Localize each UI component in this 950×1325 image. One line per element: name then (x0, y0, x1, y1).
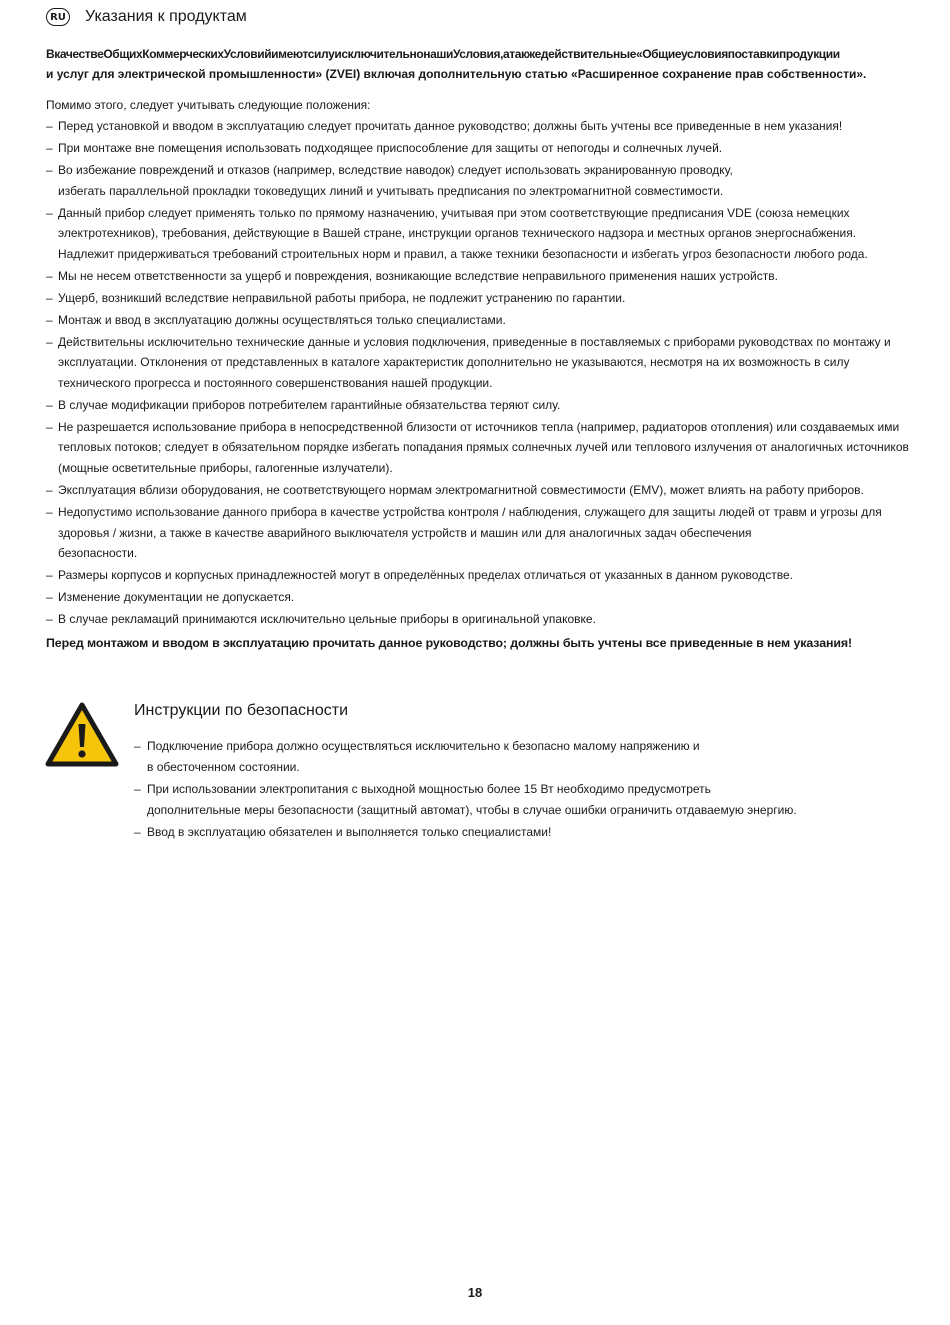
list-item-text: Подключение прибора должно осуществляться исключительно к безопасно малому напряжению и (147, 739, 700, 753)
list-dash: – (46, 590, 53, 605)
list-item-text: При использовании электропитания с выходной мощностью более 15 Вт необходимо предусмотреть (147, 781, 711, 796)
list-dash: – (46, 612, 53, 627)
safety-item (134, 822, 894, 843)
page-title: Указания к продуктам (85, 8, 247, 25)
provisions-list (46, 116, 916, 631)
page-header (46, 5, 247, 29)
warning-triangle-icon (45, 702, 119, 768)
list-item-text: эксплуатации. Отклонения от представленных в каталоге характеристик дополнительно не указываются, несмотря на их возможность в силу (58, 355, 850, 370)
list-item-text: Действительны исключительно технические данные и условия подключения, приведенные в поставляемых с приборами руководствах по монтажу и (58, 334, 891, 349)
safety-item (134, 736, 894, 777)
list-item-text: Недопустимо использование данного прибора в качестве устройства контроля / наблюдения, служащего для защиты людей от травм и угрозы для (58, 504, 882, 519)
terms-intro (46, 44, 908, 84)
provision-item (46, 395, 916, 416)
list-item-text: Во избежание повреждений и отказов (например, вследствие наводок) следует использовать экранированную проводку, (58, 162, 733, 177)
provision-item (46, 480, 916, 501)
provision-item (46, 266, 916, 287)
safety-section-title: Инструкции по безопасности (134, 702, 349, 719)
list-item-text: Ввод в эксплуатацию обязателен и выполняется только специалистами! (147, 824, 552, 839)
list-item-text: Изменение документации не допускается. (58, 590, 295, 605)
safety-item (134, 779, 894, 820)
list-item-text: При монтаже вне помещения использовать подходящее приспособление для защиты от непогоды и солнечных лучей. (58, 140, 723, 155)
list-dash: – (46, 140, 53, 155)
provision-item (46, 310, 916, 331)
provision-item (46, 288, 916, 309)
list-dash: – (46, 334, 53, 349)
terms-intro-line-1: ВкачествеОбщихКоммерческихУсловийимеютсилуисключительнонашиУсловия,атакжедействительные«Общиеусловияпоставкипродукции (46, 47, 840, 61)
provision-item (46, 587, 916, 608)
warning-statement: Перед монтажом и вводом в эксплуатацию прочитать данное руководство; должны быть учтены все приведенные в нем указания! (46, 636, 853, 650)
list-item-text: Данный прибор следует применять только по прямому назначению, учитывая при этом соответствующие предписания VDE (союза немецких (58, 205, 850, 220)
list-item-text: Эксплуатация вблизи оборудования, не соответствующего нормам электромагнитной совместимости (EMV), может влиять на работу приборов. (58, 483, 864, 497)
list-item-text: Не разрешается использование прибора в непосредственной близости от источников тепла (например, радиаторов отопления) или создаваемых ими (58, 419, 900, 434)
provision-item (46, 116, 916, 137)
provision-item (46, 609, 916, 630)
list-dash: – (46, 162, 53, 177)
list-dash: – (46, 312, 53, 327)
provision-item (46, 203, 916, 265)
terms-intro-line-2: и услуг для электрической промышленности» (ZVEI) включая дополнительную статью «Расширенное сохранение прав собственности». (46, 67, 867, 81)
list-item-text: В случае рекламаций принимаются исключительно цельные приборы в оригинальной упаковке. (58, 612, 596, 627)
list-item-text: избегать параллельной прокладки токоведущих линий и учитывать предписания по электромагнитной совместимости. (58, 183, 724, 198)
list-dash: – (46, 268, 53, 283)
list-item-text: Монтаж и ввод в эксплуатацию должны осуществляться только специалистами. (58, 312, 506, 327)
list-item-text: тепловых потоков; следует в обязательном порядке избегать попадания прямых солнечных лучей или теплового излучения от аналогичных источников (58, 440, 909, 455)
list-dash: – (46, 568, 53, 583)
provision-item (46, 417, 916, 479)
provision-item (46, 138, 916, 159)
list-item-text: Перед установкой и вводом в эксплуатацию следует прочитать данное руководство; должны быть учтены все приведенные в нем указания! (58, 119, 843, 133)
list-item-text: В случае модификации приборов потребителем гарантийные обязательства теряют силу. (58, 397, 561, 412)
list-dash: – (46, 290, 53, 305)
provision-item (46, 160, 916, 201)
list-dash: – (46, 419, 53, 434)
list-dash: – (134, 739, 141, 753)
list-item-text: в обесточенном состоянии. (147, 759, 300, 774)
list-item-text: технического прогресса и постоянного совершенствования нашей продукции. (58, 375, 493, 390)
list-item-text: здоровья / жизни, а также в качестве аварийного выключателя устройств и машин или для аналогичных задач обеспечения (58, 525, 752, 540)
list-item-text: (мощные осветительные приборы, галогенные излучатели). (58, 461, 393, 476)
provision-item (46, 332, 916, 394)
page-number: 18 (467, 1285, 483, 1300)
list-dash: – (134, 824, 141, 839)
list-item-text: Размеры корпусов и корпусных принадлежностей могут в определённых пределах отличаться от указанных в данном руководстве. (58, 568, 793, 583)
provision-item (46, 565, 916, 586)
safety-list (134, 736, 894, 844)
list-item-text: Мы не несем ответственности за ущерб и повреждения, возникающие вследствие неправильного применения наших устройств. (58, 268, 778, 283)
provisions-lead: Помимо этого, следует учитывать следующие положения: (46, 98, 371, 112)
provision-item (46, 502, 916, 564)
list-dash: – (46, 119, 53, 133)
list-item-text: Ущерб, возникший вследствие неправильной работы прибора, не подлежит устранению по гарантии. (58, 290, 626, 305)
list-dash: – (46, 483, 53, 497)
list-item-text: безопасности. (58, 546, 138, 561)
list-dash: – (46, 205, 53, 220)
list-dash: – (46, 504, 53, 519)
list-item-text: дополнительные меры безопасности (защитный автомат), чтобы в случае ошибки ограничить отдаваемую энергию. (147, 802, 797, 817)
list-item-text: электротехников), требования, действующие в Вашей стране, инструкции органов технического надзора и местных органов энергоснабжения. (58, 226, 857, 241)
list-item-text: Надлежит придерживаться требований строительных норм и правил, а также техники безопасности и избегать угроз безопасности любого рода. (58, 246, 868, 261)
list-dash: – (134, 781, 141, 796)
language-badge: RU (46, 8, 70, 26)
list-dash: – (46, 397, 53, 412)
